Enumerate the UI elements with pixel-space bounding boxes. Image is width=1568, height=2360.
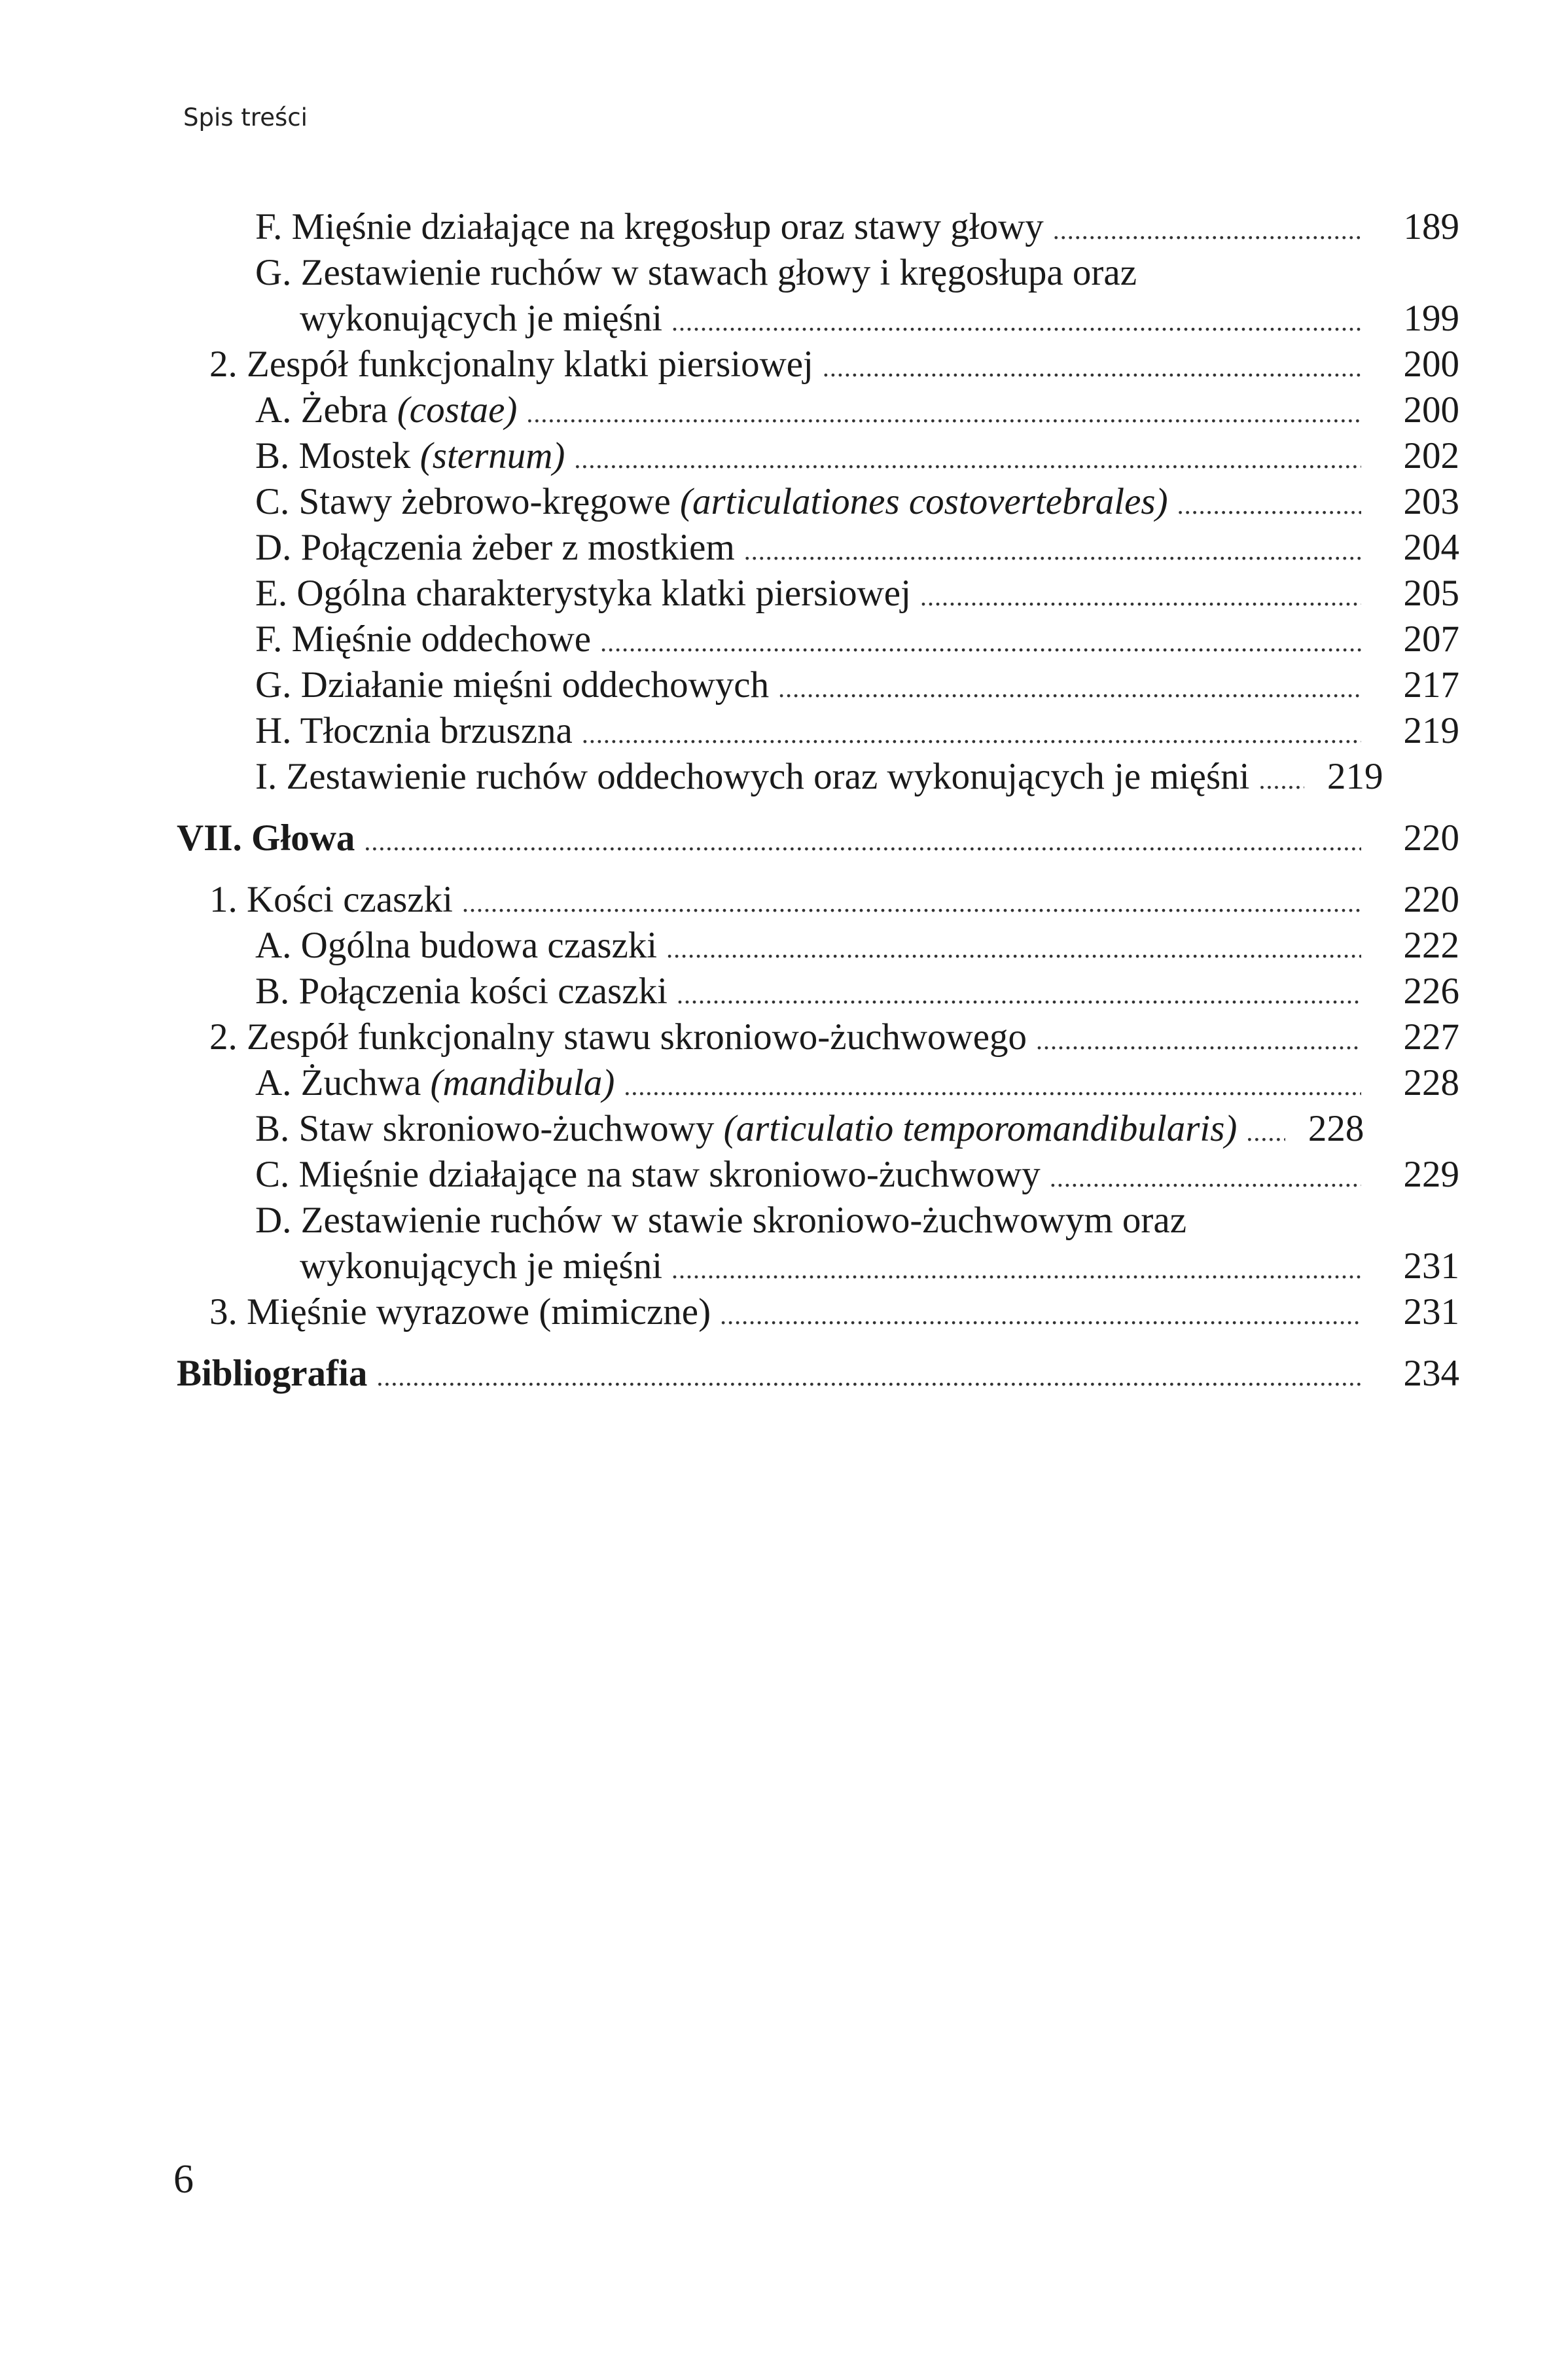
toc-entry-label: wykonujących je mięśni [300, 1245, 663, 1287]
dot-leader [526, 391, 1361, 437]
toc-page-number: 219 [1327, 756, 1383, 797]
toc-entry-label: A. Żebra (costae) [255, 389, 518, 431]
dot-leader [1177, 482, 1361, 528]
toc-page-number: 228 [1308, 1108, 1364, 1149]
toc-page-number: 231 [1403, 1291, 1459, 1332]
toc-entry[interactable] [177, 662, 1459, 708]
toc-page-number: 234 [1403, 1353, 1459, 1394]
toc-entry[interactable] [177, 923, 1459, 969]
toc-entry[interactable] [177, 342, 1459, 387]
dot-leader [624, 1064, 1361, 1109]
toc-entry[interactable] [177, 1243, 1459, 1289]
toc-page-number: 217 [1403, 664, 1459, 706]
toc-entry-label: E. Ogólna charakterystyka klatki piersiowej [255, 573, 911, 614]
dot-leader [1246, 1109, 1285, 1155]
dot-leader [671, 1247, 1361, 1293]
dot-leader [364, 819, 1361, 865]
toc-entry[interactable] [177, 296, 1459, 342]
toc-entry[interactable] [177, 433, 1459, 479]
dot-leader [666, 926, 1361, 972]
toc-entry-label: F. Mięśnie działające na kręgosłup oraz stawy głowy [255, 206, 1044, 247]
latin-term: (costae) [397, 389, 518, 431]
toc-page-number: 220 [1403, 817, 1459, 859]
dot-leader [671, 299, 1361, 345]
toc-entry[interactable] [177, 1106, 1459, 1152]
toc-entry[interactable] [177, 969, 1459, 1014]
toc-entry[interactable] [177, 1060, 1459, 1106]
toc-page-number: 231 [1403, 1245, 1459, 1287]
running-head: Spis treści [183, 103, 308, 132]
toc-page-number: 200 [1403, 389, 1459, 431]
toc-entry[interactable] [177, 877, 1459, 923]
page-number: 6 [173, 2157, 194, 2202]
chapter-title: Bibliografia [177, 1353, 368, 1394]
toc-page-number: 226 [1403, 971, 1459, 1012]
toc-entry-label: D. Połączenia żeber z mostkiem [255, 527, 735, 568]
toc-page-number: 189 [1403, 206, 1459, 247]
toc-page-number: 220 [1403, 879, 1459, 920]
dot-leader [376, 1354, 1361, 1400]
chapter-title: VII. Głowa [177, 817, 355, 859]
toc-entry-label: B. Staw skroniowo-żuchwowy (articulatio temporomandibularis) [255, 1108, 1238, 1149]
dot-leader [744, 528, 1361, 574]
toc-entry-continued[interactable] [177, 250, 1459, 296]
toc-entry-continued[interactable] [177, 1198, 1459, 1243]
dot-leader [823, 345, 1361, 391]
toc-entry[interactable] [177, 1014, 1459, 1060]
toc-entry-label: C. Mięśnie działające na staw skroniowo-żuchwowy [255, 1154, 1041, 1195]
toc-page-number: 203 [1403, 481, 1459, 522]
latin-term: (sternum) [419, 435, 565, 476]
toc-entry-label: I. Zestawienie ruchów oddechowych oraz wykonujących je mięśni [255, 756, 1250, 797]
toc-page-number: 205 [1403, 573, 1459, 614]
toc-entry[interactable] [177, 1289, 1459, 1335]
toc-page-number: 227 [1403, 1016, 1459, 1058]
latin-term: (articulationes costovertebrales) [680, 481, 1168, 522]
toc-entry[interactable] [177, 617, 1459, 662]
toc-entry-label: H. Tłocznia brzuszna [255, 710, 573, 751]
toc-entry[interactable] [177, 754, 1459, 800]
toc-page-number: 204 [1403, 527, 1459, 568]
toc-page-number: 219 [1403, 710, 1459, 751]
dot-leader [1053, 207, 1361, 253]
toc-entry-label: 2. Zespół funkcjonalny klatki piersiowej [209, 344, 813, 385]
toc-page-number: 228 [1403, 1062, 1459, 1103]
dot-leader [920, 574, 1361, 620]
toc-entry-label: G. Działanie mięśni oddechowych [255, 664, 770, 706]
toc-chapter[interactable] [177, 1351, 1459, 1397]
toc-page-number: 222 [1403, 925, 1459, 966]
toc-page-number: 202 [1403, 435, 1459, 476]
dot-leader [1036, 1018, 1361, 1064]
toc-entry-label: B. Mostek (sternum) [255, 435, 565, 476]
dot-leader [582, 711, 1361, 757]
dot-leader [1050, 1155, 1361, 1201]
toc-entry-label: 1. Kości czaszki [209, 879, 453, 920]
toc-entry[interactable] [177, 571, 1459, 617]
dot-leader [1258, 757, 1304, 803]
toc-entry-label: A. Ogólna budowa czaszki [255, 925, 658, 966]
toc-page-number: 229 [1403, 1154, 1459, 1195]
dot-leader [600, 620, 1361, 666]
dot-leader [720, 1293, 1361, 1338]
toc-entry[interactable] [177, 1152, 1459, 1198]
dot-leader [462, 880, 1361, 926]
toc-entry-label: G. Zestawienie ruchów w stawach głowy i kręgosłupa oraz [255, 252, 1137, 293]
toc-entry-label: F. Mięśnie oddechowe [255, 618, 592, 660]
toc-entry-label: B. Połączenia kości czaszki [255, 971, 668, 1012]
toc-entry[interactable] [177, 387, 1459, 433]
toc-entry[interactable] [177, 204, 1459, 250]
toc-entry-label: A. Żuchwa (mandibula) [255, 1062, 615, 1103]
toc-entry[interactable] [177, 479, 1459, 525]
toc-page-number: 207 [1403, 618, 1459, 660]
latin-term: (articulatio temporomandibularis) [723, 1108, 1238, 1149]
toc-entry-label: C. Stawy żebrowo-kręgowe (articulationes costovertebrales) [255, 481, 1168, 522]
toc-entry[interactable] [177, 708, 1459, 754]
toc-entry-label: 3. Mięśnie wyrazowe (mimiczne) [209, 1291, 711, 1332]
toc-page-number: 199 [1403, 298, 1459, 339]
dot-leader [574, 437, 1361, 482]
dot-leader [677, 972, 1361, 1018]
dot-leader [778, 666, 1361, 711]
toc-entry-label: D. Zestawienie ruchów w stawie skroniowo-żuchwowym oraz [255, 1200, 1186, 1241]
toc-entry-label: wykonujących je mięśni [300, 298, 663, 339]
toc-chapter[interactable] [177, 815, 1459, 861]
toc-page-number: 200 [1403, 344, 1459, 385]
table-of-contents [177, 204, 1459, 1397]
latin-term: (mandibula) [430, 1062, 615, 1103]
toc-entry-label: 2. Zespół funkcjonalny stawu skroniowo-żuchwowego [209, 1016, 1027, 1058]
toc-entry[interactable] [177, 525, 1459, 571]
